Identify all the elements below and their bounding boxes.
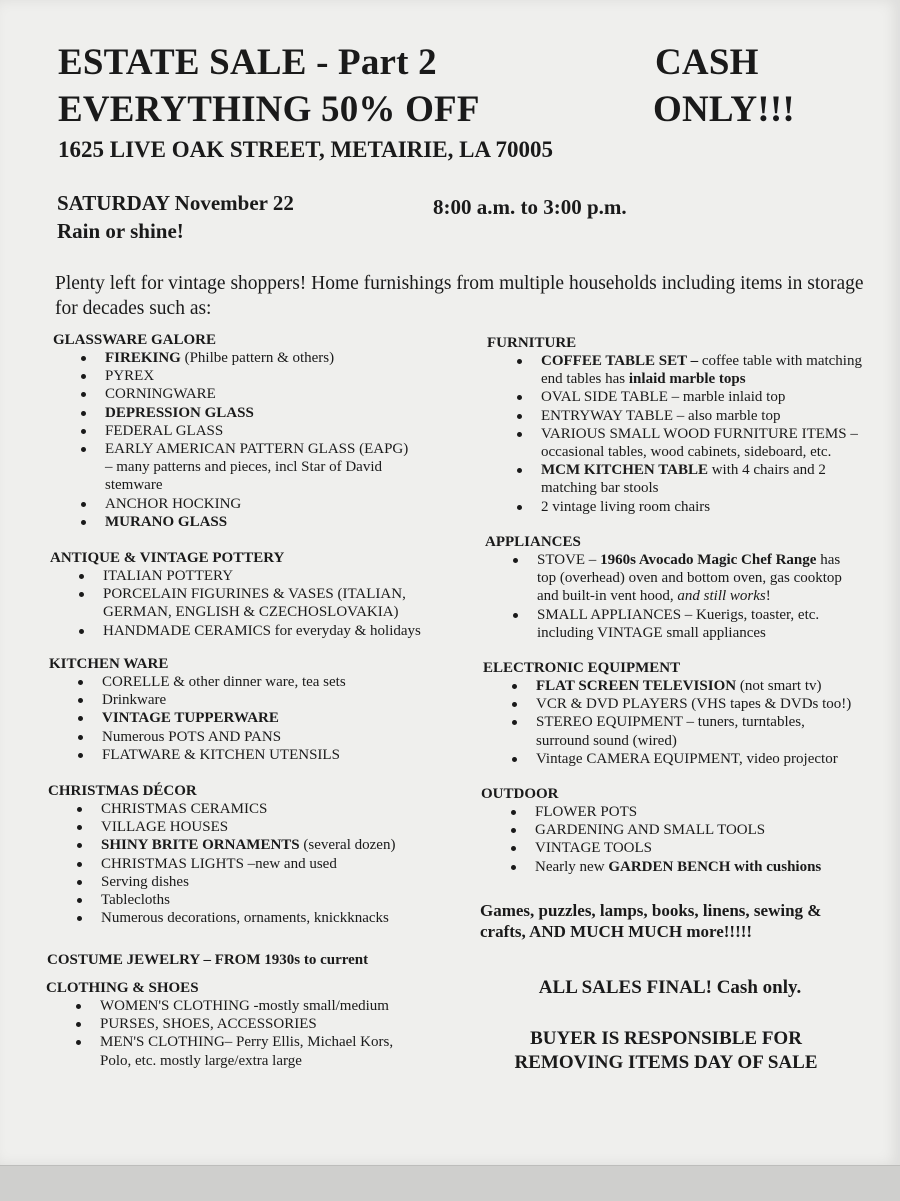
section-heading: ANTIQUE & VINTAGE POTTERY: [50, 550, 285, 566]
section-kitchen: [49, 655, 346, 764]
rain-or-shine: Rain or shine!: [57, 219, 184, 243]
section-heading: COSTUME JEWELRY – FROM 1930s to current: [47, 952, 369, 968]
cash-line-2: ONLY!!!: [653, 89, 795, 130]
list-item: MCM KITCHEN TABLE with 4 chairs and 2 matching bar stools: [541, 461, 862, 497]
list-item: STEREO EQUIPMENT – tuners, turntables, surround sound (wired): [536, 713, 851, 749]
section-heading: GLASSWARE GALORE: [53, 332, 216, 348]
section-heading: KITCHEN WARE: [49, 656, 169, 672]
list-item: VINTAGE TUPPERWARE: [102, 709, 346, 727]
list-item: COFFEE TABLE SET – coffee table with matching end tables has inlaid marble tops: [541, 353, 862, 388]
section-heading: CLOTHING & SHOES: [46, 980, 199, 996]
list-item: GARDENING AND SMALL TOOLS: [535, 821, 821, 839]
list-item: VARIOUS SMALL WOOD FURNITURE ITEMS – occasional tables, wood cabinets, sideboard, etc.: [541, 425, 862, 461]
list-item: HANDMADE CERAMICS for everyday & holidays: [103, 622, 421, 639]
list-item: 2 vintage living room chairs: [541, 498, 862, 516]
removing-items: REMOVING ITEMS DAY OF SALE: [514, 1052, 818, 1073]
section-clothing: [46, 979, 393, 1070]
list-item: Drinkware: [102, 691, 346, 709]
list-item: FEDERAL GLASS: [105, 422, 408, 440]
section-outdoor: [481, 785, 821, 876]
list-item: FLOWER POTS: [535, 803, 821, 821]
list-item: PYREX: [105, 367, 408, 385]
list-item: VCR & DVD PLAYERS (VHS tapes & DVDs too!): [536, 696, 852, 713]
list-item: SHINY BRITE ORNAMENTS (several dozen): [101, 837, 396, 854]
sale-time: 8:00 a.m. to 3:00 p.m.: [433, 195, 627, 219]
section-furniture: [487, 334, 862, 516]
list-item: PORCELAIN FIGURINES & VASES (ITALIAN, GERMAN, ENGLISH & CZECHOSLOVAKIA): [103, 585, 421, 621]
closing-line-2: crafts, AND MUCH MUCH more!!!!!: [480, 922, 753, 941]
list-item: FLAT SCREEN TELEVISION (not smart tv): [536, 677, 851, 695]
list-item: Nearly new GARDEN BENCH with cushions: [535, 858, 822, 875]
list-item: ENTRYWAY TABLE – also marble top: [541, 407, 862, 425]
list-item: Numerous decorations, ornaments, knickknacks: [101, 909, 395, 927]
list-item: Tablecloths: [101, 891, 395, 909]
list-item: Numerous POTS AND PANS: [102, 728, 346, 746]
title-line-2: EVERYTHING 50% OFF: [58, 89, 480, 130]
list-item: SMALL APPLIANCES – Kuerigs, toaster, etc. including VINTAGE small appliances: [537, 606, 842, 642]
list-item: ITALIAN POTTERY: [103, 567, 421, 585]
list-item: MEN'S CLOTHING– Perry Ellis, Michael Kors, Polo, etc. mostly large/extra large: [100, 1034, 394, 1069]
section-glassware: [53, 331, 408, 531]
cash-line-1: CASH: [655, 42, 759, 83]
sales-final: ALL SALES FINAL! Cash only.: [538, 977, 802, 998]
list-item: Serving dishes: [101, 873, 395, 891]
section-electronics: [483, 659, 851, 768]
list-item: CHRISTMAS LIGHTS –new and used: [101, 855, 395, 873]
closing-line-1: Games, puzzles, lamps, books, linens, sewing &: [480, 901, 822, 920]
section-appliances: [485, 533, 842, 642]
title-line-1: ESTATE SALE - Part 2: [58, 42, 437, 83]
list-item: ANCHOR HOCKING: [105, 495, 408, 513]
section-heading: CHRISTMAS DÉCOR: [48, 783, 197, 799]
list-item: CORELLE & other dinner ware, tea sets: [102, 674, 346, 690]
intro-paragraph: Plenty left for vintage shoppers! Home furnishings from multiple households including items in storage for decades such as:: [55, 273, 864, 319]
sale-date: SATURDAY November 22: [57, 191, 294, 215]
address: 1625 LIVE OAK STREET, METAIRIE, LA 70005: [58, 137, 554, 162]
list-item: EARLY AMERICAN PATTERN GLASS (EAPG) – many patterns and pieces, incl Star of David stemware: [105, 441, 409, 494]
list-item: VILLAGE HOUSES: [101, 818, 395, 836]
section-jewelry: [47, 951, 368, 969]
table-surface: [0, 1165, 900, 1201]
section-pottery: [50, 549, 421, 640]
list-item: WOMEN'S CLOTHING -mostly small/medium: [100, 997, 393, 1015]
list-item: STOVE – 1960s Avocado Magic Chef Range has top (overhead) oven and bottom oven, gas cooktop and built-in vent hood, and still works!: [537, 552, 842, 605]
section-heading: FURNITURE: [487, 335, 577, 351]
list-item: PURSES, SHOES, ACCESSORIES: [100, 1015, 393, 1033]
list-item: CORNINGWARE: [105, 385, 408, 403]
section-christmas: [48, 782, 395, 927]
buyer-responsible: BUYER IS RESPONSIBLE FOR: [530, 1028, 802, 1049]
list-item: FLATWARE & KITCHEN UTENSILS: [102, 746, 346, 764]
section-heading: ELECTRONIC EQUIPMENT: [483, 660, 681, 676]
section-heading: OUTDOOR: [481, 786, 559, 802]
list-item: DEPRESSION GLASS: [105, 404, 408, 422]
list-item: CHRISTMAS CERAMICS: [101, 800, 395, 818]
list-item: Vintage CAMERA EQUIPMENT, video projector: [536, 750, 851, 768]
list-item: VINTAGE TOOLS: [535, 839, 821, 857]
list-item: FIREKING (Philbe pattern & others): [105, 349, 408, 367]
section-heading: APPLIANCES: [485, 534, 581, 550]
list-item: OVAL SIDE TABLE – marble inlaid top: [541, 388, 862, 406]
list-item: MURANO GLASS: [105, 513, 408, 531]
